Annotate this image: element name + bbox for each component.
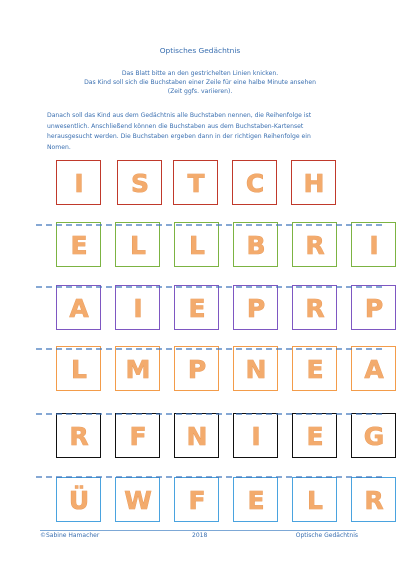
letter-card [115, 285, 160, 330]
letter-glyph: I [73, 168, 84, 198]
letter-card [233, 222, 278, 267]
letter-glyph: P [246, 293, 265, 323]
letter-glyph: T [186, 168, 205, 198]
letter-row [0, 160, 400, 208]
letter-glyph: M [125, 354, 150, 384]
letter-glyph: L [129, 230, 146, 260]
letter-glyph: I [132, 293, 143, 323]
letter-glyph: C [245, 168, 264, 198]
body-line: Nomen. [47, 143, 71, 151]
letter-glyph: N [245, 354, 266, 384]
letter-card [292, 477, 337, 522]
fold-line [36, 273, 386, 274]
letter-card [173, 160, 218, 205]
letter-glyph: R [304, 293, 325, 323]
letter-card [351, 346, 396, 391]
letter-row [0, 285, 400, 333]
letter-glyph: F [187, 485, 206, 515]
letter-row [0, 413, 400, 461]
letter-card [233, 477, 278, 522]
letter-card [56, 346, 101, 391]
letter-card [291, 160, 336, 205]
letter-row [0, 346, 400, 394]
letter-card [174, 285, 219, 330]
letter-card [56, 222, 101, 267]
letter-card [292, 285, 337, 330]
letter-glyph: S [130, 168, 149, 198]
letter-glyph: N [186, 421, 207, 451]
letter-glyph: W [123, 485, 152, 515]
instruction-line: (Zeit ggfs. variieren). [167, 88, 233, 95]
letter-card [56, 285, 101, 330]
letter-glyph: P [364, 293, 383, 323]
letter-card [115, 222, 160, 267]
letter-row [0, 477, 400, 525]
instruction-line: Das Blatt bitte an den gestrichelten Linien knicken. [121, 70, 279, 77]
letter-glyph: I [250, 421, 261, 451]
letter-card [351, 413, 396, 458]
letter-card [174, 222, 219, 267]
letter-card [292, 346, 337, 391]
letter-card [351, 477, 396, 522]
letter-glyph: R [363, 485, 384, 515]
fold-line [36, 463, 386, 464]
letter-glyph: A [68, 293, 89, 323]
letter-glyph: Ü [68, 485, 89, 515]
fold-line [36, 400, 386, 401]
letter-glyph: P [187, 354, 206, 384]
footer-year: 2018 [192, 532, 208, 539]
letter-card [174, 477, 219, 522]
instructions [0, 69, 400, 96]
letter-card [351, 285, 396, 330]
letter-card [292, 222, 337, 267]
footer [40, 532, 358, 542]
letter-card [115, 346, 160, 391]
letter-card [56, 477, 101, 522]
letter-card [233, 413, 278, 458]
footer-author: ©Sabine Hamacher [40, 532, 100, 539]
letter-glyph: E [305, 354, 324, 384]
body-line: Danach soll das Kind aus dem Gedächtnis alle Buchstaben nennen, die Reihenfolge ist [47, 112, 312, 119]
footer-rule [40, 530, 356, 531]
letter-card [174, 413, 219, 458]
footer-title: Optische Gedächtnis [295, 532, 358, 539]
instruction-line: Das Kind soll sich die Buchstaben einer Zeile für eine halbe Minute ansehen [84, 79, 316, 86]
letter-card [117, 160, 162, 205]
letter-card [233, 285, 278, 330]
letter-glyph: E [69, 230, 88, 260]
body-paragraph [47, 111, 365, 153]
letter-card [56, 160, 101, 205]
body-line: herausgesucht werden. Die Buchstaben ergeben dann in der richtigen Reihenfolge ein [47, 133, 311, 141]
letter-glyph: B [245, 230, 266, 260]
letter-glyph: H [303, 168, 324, 198]
letter-card [115, 413, 160, 458]
letter-glyph: L [306, 485, 323, 515]
letter-glyph: R [304, 230, 325, 260]
letter-card [232, 160, 277, 205]
letter-card [115, 477, 160, 522]
letter-glyph: E [187, 293, 206, 323]
letter-glyph: I [368, 230, 379, 260]
letter-glyph: G [363, 421, 384, 451]
body-line: unwesentlich. Anschließend können die Buchstaben aus dem Buchstaben-Kartenset [47, 122, 304, 130]
letter-glyph: F [128, 421, 147, 451]
letter-card [292, 413, 337, 458]
letter-card [174, 346, 219, 391]
letter-card [56, 413, 101, 458]
letter-glyph: E [246, 485, 265, 515]
letter-row [0, 222, 400, 270]
letter-card [233, 346, 278, 391]
letter-glyph: E [305, 421, 324, 451]
letter-glyph: L [188, 230, 205, 260]
letter-glyph: A [363, 354, 384, 384]
fold-line [36, 211, 386, 212]
page-title: Optisches Gedächtnis [159, 46, 241, 55]
letter-card [351, 222, 396, 267]
fold-line [36, 335, 386, 336]
letter-glyph: R [68, 421, 89, 451]
letter-glyph: L [70, 354, 87, 384]
